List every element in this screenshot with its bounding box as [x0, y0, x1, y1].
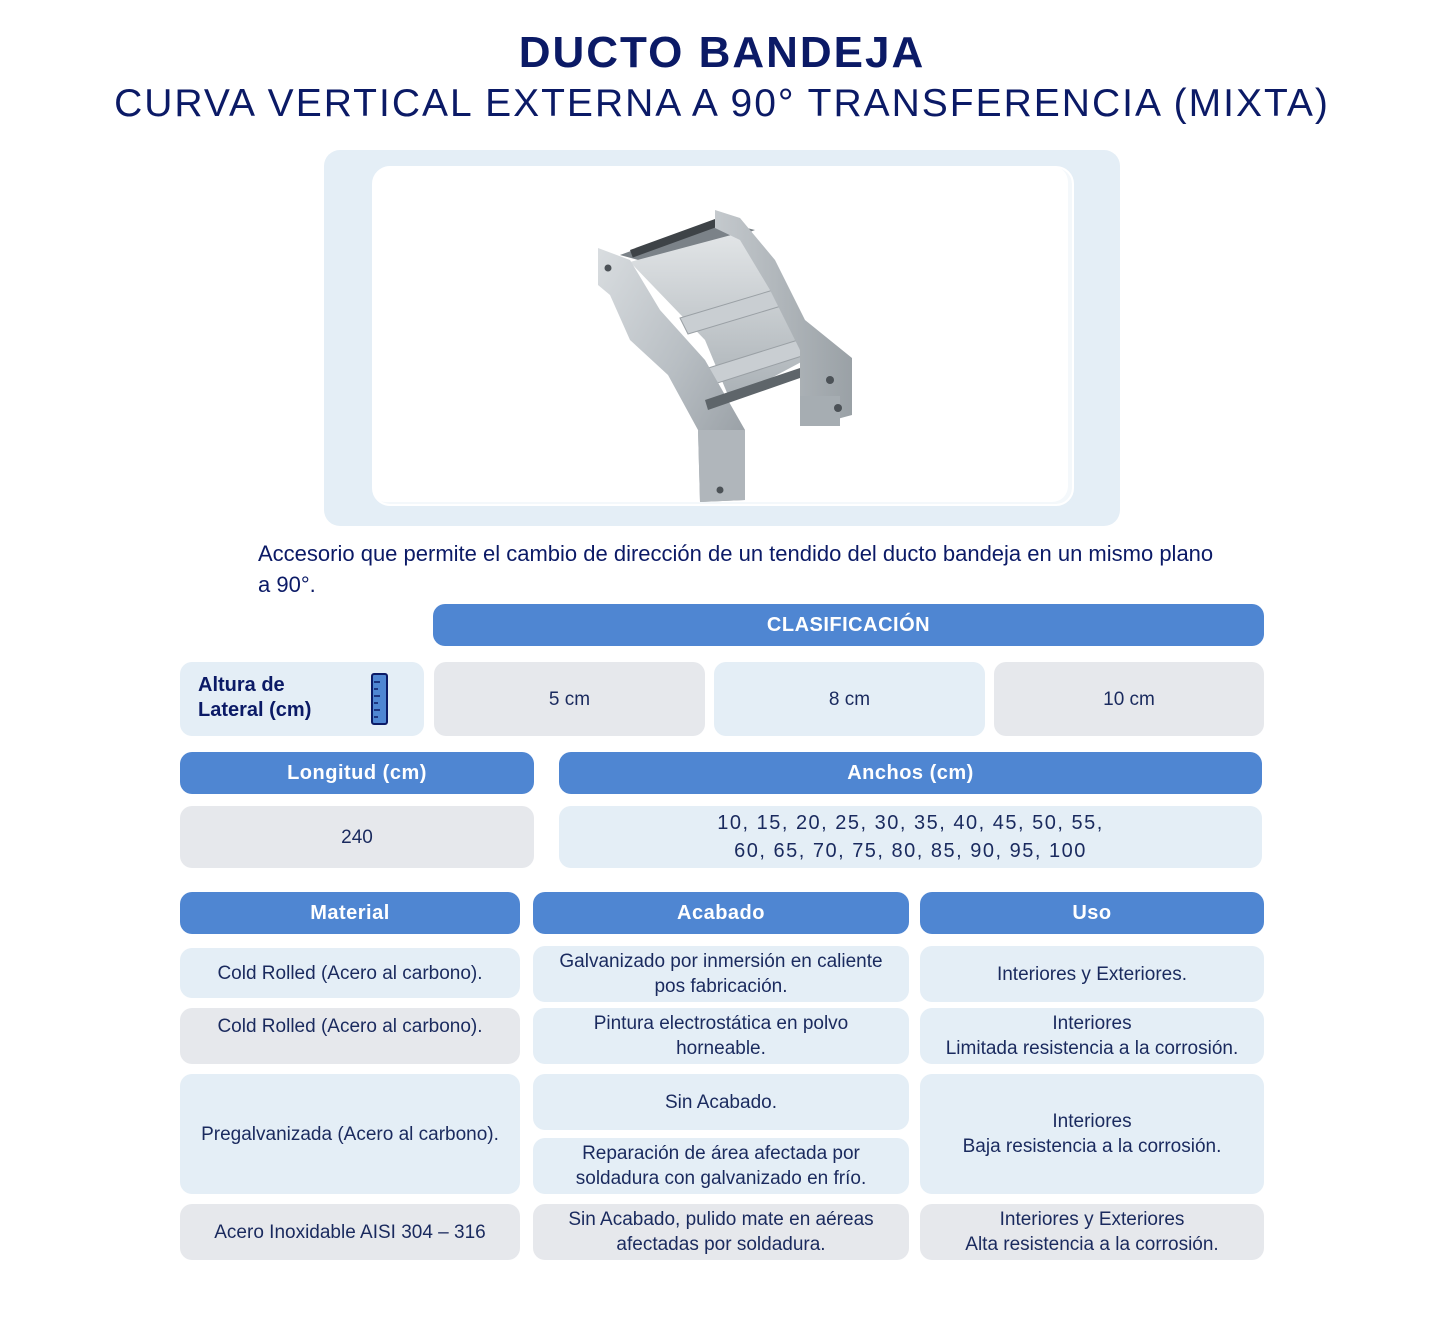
longitud-header: Longitud (cm) — [180, 752, 534, 794]
ruler-icon — [371, 673, 388, 725]
anchos-value: 10, 15, 20, 25, 30, 35, 40, 45, 50, 55, 60, 65, 70, 75, 80, 85, 90, 95, 100 — [559, 806, 1262, 868]
acabado-cell: Sin Acabado. — [533, 1074, 909, 1130]
page-subtitle: CURVA VERTICAL EXTERNA A 90° TRANSFERENCIA (MIXTA) — [114, 82, 1330, 125]
altura-value-5: 5 cm — [434, 662, 705, 736]
acabado-cell: Galvanizado por inmersión en caliente pos fabricación. — [533, 946, 909, 1002]
material-cell: Acero Inoxidable AISI 304 – 316 — [180, 1204, 520, 1260]
uso-cell: Interiores y Exteriores. — [920, 946, 1264, 1002]
uso-cell: Interiores Baja resistencia a la corrosión. — [920, 1074, 1264, 1194]
uso-cell: Interiores y Exteriores Alta resistencia a la corrosión. — [920, 1204, 1264, 1260]
anchos-header: Anchos (cm) — [559, 752, 1262, 794]
page-title: DUCTO BANDEJA — [518, 28, 926, 77]
cable-tray-product-image — [590, 200, 860, 510]
altura-lateral-label: Altura de Lateral (cm) — [198, 674, 312, 721]
altura-value-10: 10 cm — [994, 662, 1264, 736]
product-description: Accesorio que permite el cambio de dirección de un tendido del ducto bandeja en un mismo plano a 90°. — [258, 541, 1214, 597]
material-cell: Cold Rolled (Acero al carbono). — [180, 1008, 520, 1064]
material-cell: Cold Rolled (Acero al carbono). — [180, 948, 520, 998]
acabado-cell: Sin Acabado, pulido mate en aéreas afectadas por soldadura. — [533, 1204, 909, 1260]
acabado-cell: Reparación de área afectada por soldadura con galvanizado en frío. — [533, 1138, 909, 1194]
clasificacion-header: CLASIFICACIÓN — [433, 604, 1264, 646]
material-header: Material — [180, 892, 520, 934]
uso-cell: Interiores Limitada resistencia a la corrosión. — [920, 1008, 1264, 1064]
material-cell: Pregalvanizada (Acero al carbono). — [180, 1074, 520, 1194]
altura-value-8: 8 cm — [714, 662, 985, 736]
uso-header: Uso — [920, 892, 1264, 934]
acabado-header: Acabado — [533, 892, 909, 934]
longitud-value: 240 — [180, 806, 534, 868]
acabado-cell: Pintura electrostática en polvo horneable. — [533, 1008, 909, 1064]
